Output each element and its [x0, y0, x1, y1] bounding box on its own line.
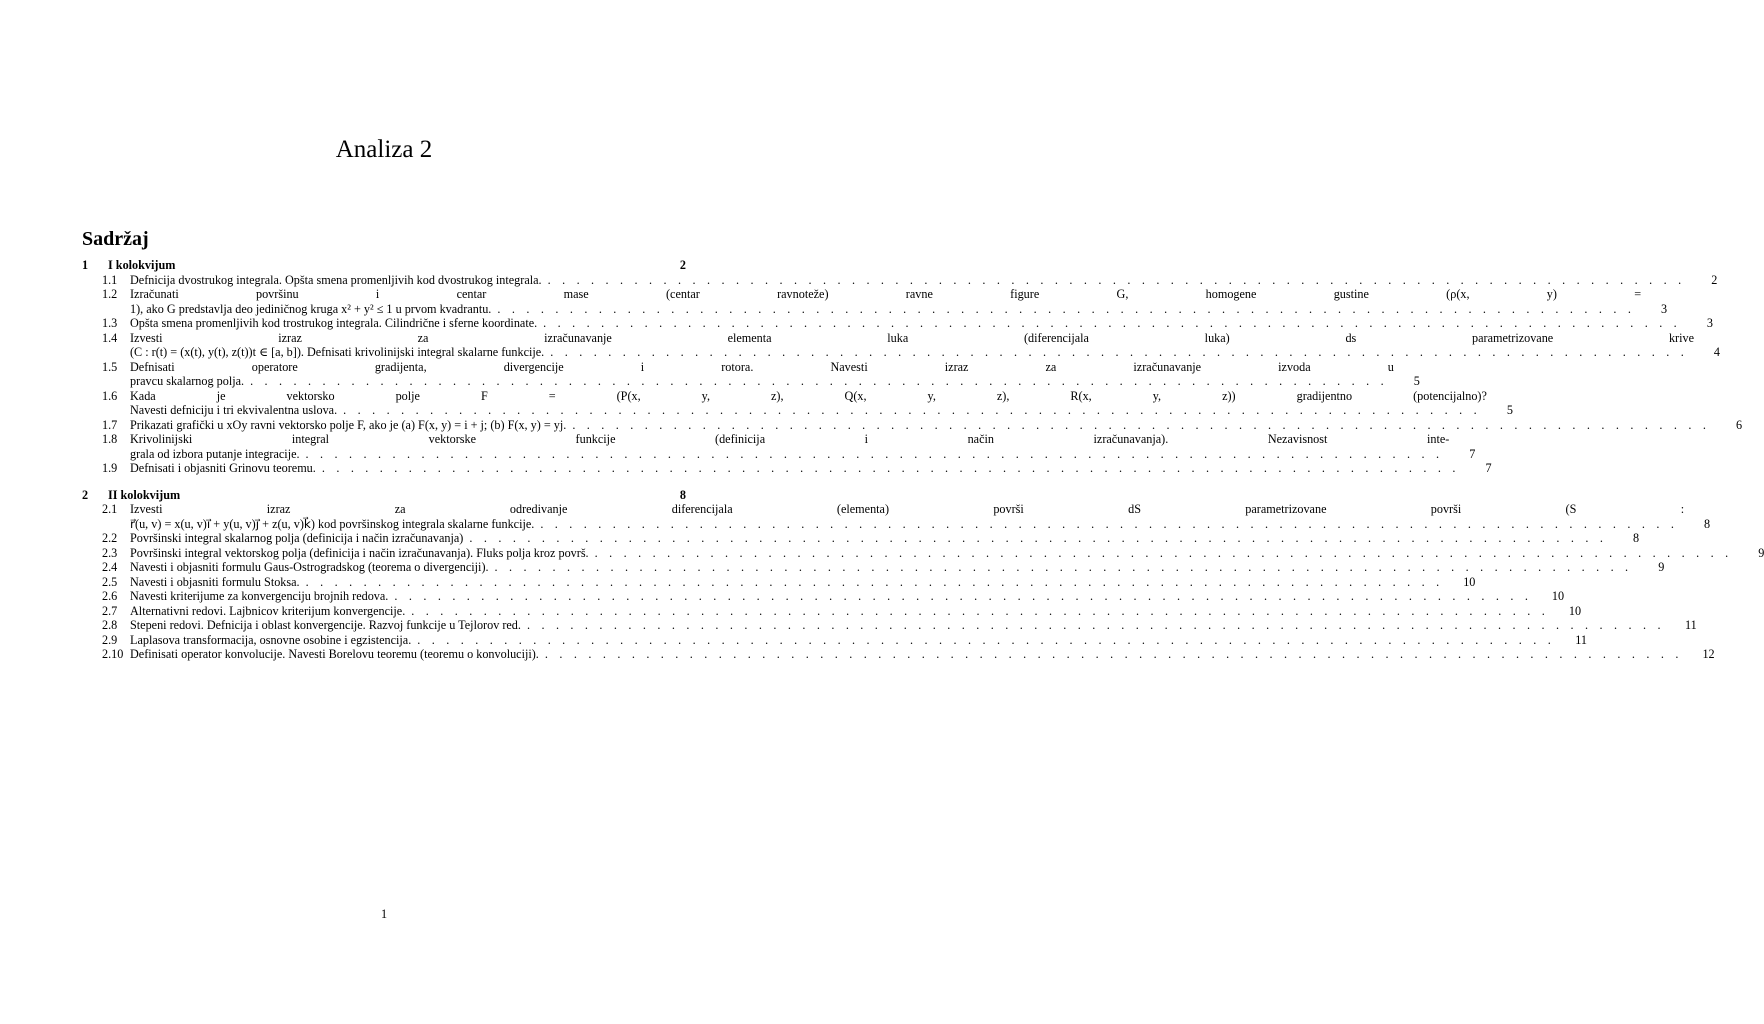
toc-entry-number: 2.8	[102, 618, 118, 632]
toc-entry-number: 1.3	[102, 316, 118, 330]
toc-entry-line: Defnisati operatore gradijenta, divergencije i rotora. Navesti izraz za izračunavanje izvoda u	[130, 359, 1394, 374]
toc-entry-line: Krivolinijski integral vektorske funkcije (definicija i način izračunavanja). Nezavisnost inte-	[130, 432, 1450, 446]
toc-entry-page: 4	[1713, 345, 1720, 359]
toc-entry-page: 3	[1706, 316, 1713, 330]
toc-entry[interactable]	[82, 287, 1668, 316]
toc-entry-text	[130, 633, 1561, 648]
toc-entry-number: 2.1	[102, 502, 118, 516]
toc-entry-number: 1.1	[102, 272, 118, 287]
toc-entry-line: Navesti i objasniti formulu Gaus-Ostrogradskog (teorema o divergenciji).	[130, 560, 489, 574]
toc-entry-text	[130, 575, 1449, 590]
toc-entry-page: 10	[1551, 589, 1565, 603]
toc-leader-dots: . . . . . . . . . . . . . . . . . . . . . . . . . . . . . . . . . . . . . . . . . . . . . . . . . . . . . . . . . . . . . . . . . . . . . . . . . . . . . . .	[547, 272, 1686, 287]
toc-entry-number: 1.7	[102, 417, 118, 432]
toc-entry-line: grala od izbora putanje integracije.	[130, 446, 300, 461]
document-title: Analiza 2	[335, 136, 433, 163]
toc-entry[interactable]	[82, 272, 1718, 288]
toc-entry-page: 2	[1711, 272, 1718, 287]
toc-entry-text	[130, 432, 1449, 461]
toc-leader-dots: . . . . . . . . . . . . . . . . . . . . . . . . . . . . . . . . . . . . . . . . . . . . . . . . . . . . . . . . . . . . . . . . . . . . . . . . . . . . . . .	[250, 374, 1388, 388]
toc-entry-number: 1.9	[102, 461, 118, 475]
toc-section[interactable]	[82, 488, 686, 503]
toc-entry-line: pravcu skalarnog polja.	[130, 374, 245, 388]
toc-entry-line: Površinski integral vektorskog polja (definicija i način izračunavanja). Fluks polja kroz površ.	[130, 545, 589, 560]
toc-entry-text	[130, 331, 1694, 360]
toc-entry-text	[130, 389, 1487, 418]
toc-entry-line: Izvesti izraz za odredivanje diferencijala (elementa) površi dS parametrizovane površi (S :	[130, 502, 1685, 516]
toc-leader-dots: . . . . . . . . . . . . . . . . . . . . . . . . . . . . . . . . . . . . . . . . . . . . . . . . . . . . . . . . . . . . . . . . . . . . . . . . . . . . . . .	[594, 545, 1733, 560]
toc-section-title: I kolokvijum	[108, 258, 176, 272]
toc-entry-line: Izračunati površinu i centar mase (centar ravnoteže) ravne figure G, homogene gustine (ρ(x, y) =	[130, 287, 1642, 301]
toc-leader-dots: . . . . . . . . . . . . . . . . . . . . . . . . . . . . . . . . . . . . . . . . . . . . . . . . . . . . . . . . . . . . . . . . . . . . . . . . . . . . . . .	[411, 603, 1550, 618]
toc-leader-dots: . . . . . . . . . . . . . . . . . . . . . . . . . . . . . . . . . . . . . . . . . . . . . . . . . . . . . . . . . . . . . . . . . . . . . . . . . . . . . . .	[544, 647, 1683, 661]
toc-section[interactable]	[82, 258, 686, 273]
toc-entry-text	[130, 418, 1716, 433]
toc-leader-dots: . . . . . . . . . . . . . . . . . . . . . . . . . . . . . . . . . . . . . . . . . . . . . . . . . . . . . . . . . . . . . . . . . . . . . . . . . . . . . . .	[305, 446, 1444, 461]
toc-entry[interactable]	[82, 574, 1476, 590]
toc-leader-dots: . . . . . . . . . . . . . . . . . . . . . . . . . . . . . . . . . . . . . . . . . . . . . . . . . . . . . . . . . . . . . . . . . . . . . . . . . . . . . . .	[469, 531, 1608, 545]
toc-entry-number: 2.3	[102, 545, 118, 560]
toc-leader-dots: . . . . . . . . . . . . . . . . . . . . . . . . . . . . . . . . . . . . . . . . . . . . . . . . . . . . . . . . . . . . . . . . . . . . . . . . . . . . . . .	[572, 417, 1711, 432]
toc-entry-line: Laplasova transformacija, osnovne osobine i egzistencija.	[130, 632, 412, 647]
toc-entry-line: 1), ako G predstavlja deo jediničnog kruga x² + y² ≤ 1 u prvom kvadrantu.	[130, 301, 492, 316]
toc-entry-line: Navesti defniciju i tri ekvivalentna uslova.	[130, 403, 338, 417]
toc-section-number: 1	[82, 258, 89, 272]
toc-entry[interactable]	[82, 603, 1582, 619]
toc-entry-number: 2.9	[102, 632, 118, 647]
table-of-contents	[82, 258, 1764, 662]
toc-entry[interactable]	[82, 647, 1715, 662]
toc-entry[interactable]	[82, 417, 1743, 433]
toc-entry-page: 8	[1633, 531, 1640, 545]
toc-entry-line: Definisati operator konvolucije. Navesti Borelovu teoremu (teoremu o konvoluciji).	[130, 647, 539, 661]
toc-entry-line: (C : r(t) = (x(t), y(t), z(t))t ∈ [a, b]). Defnisati krivolinijski integral skalarne funkcije.	[130, 345, 545, 359]
toc-leader-dots: . . . . . . . . . . . . . . . . . . . . . . . . . . . . . . . . . . . . . . . . . . . . . . . . . . . . . . . . . . . . . . . . . . . . . . . . . . . . . . .	[321, 461, 1460, 475]
toc-entry-text	[130, 273, 1691, 288]
toc-entry-page: 10	[1568, 603, 1582, 618]
toc-entry-line: Alternativni redovi. Lajbnicov kriterijum konvergencije.	[130, 603, 406, 618]
toc-entry[interactable]	[82, 545, 1764, 561]
toc-entry-number: 1.5	[102, 359, 118, 374]
toc-entry-page: 12	[1702, 647, 1715, 661]
toc-entry-number: 2.2	[102, 531, 118, 545]
toc-entry[interactable]	[82, 502, 1711, 531]
toc-entry-text	[130, 618, 1671, 633]
toc-entry-page: 5	[1506, 403, 1513, 417]
toc-entry-page: 7	[1485, 461, 1492, 475]
toc-entry-page: 3	[1661, 301, 1668, 316]
toc-entry-text	[130, 461, 1466, 476]
toc-entry-text	[130, 560, 1638, 575]
toc-entry-text	[130, 647, 1689, 662]
toc-entry-number: 1.4	[102, 330, 118, 345]
toc-entry-line: Opšta smena promenljivih kod trostrukog integrala. Cilindrične i sferne koordinate.	[130, 316, 538, 330]
toc-entry-page: 6	[1735, 417, 1743, 432]
toc-entry-line: Stepeni redovi. Defnicija i oblast konvergencije. Razvoj funkcije u Tejlorov red.	[130, 618, 521, 632]
toc-entry-line: Kada je vektorsko polje F = (P(x, y, z), Q(x, y, z), R(x, y, z)) gradijentno (potencijalno)?	[130, 388, 1487, 403]
toc-leader-dots: . . . . . . . . . . . . . . . . . . . . . . . . . . . . . . . . . . . . . . . . . . . . . . . . . . . . . . . . . . . . . . . . . . . . . . . . . . . . . . .	[497, 301, 1636, 316]
toc-entry-line: Defnicija dvostrukog integrala. Opšta smena promenljivih kod dvostrukog integrala.	[130, 272, 542, 287]
toc-entry[interactable]	[82, 359, 1420, 389]
toc-entry-line: Navesti kriterijume za konvergenciju brojnih redova.	[130, 589, 389, 603]
toc-entry-text	[130, 604, 1555, 619]
toc-entry-page: 8	[1703, 516, 1711, 531]
toc-entry-text	[130, 546, 1738, 561]
toc-entry-line: Navesti i objasniti formulu Stoksa.	[130, 574, 300, 589]
toc-entry[interactable]	[82, 388, 1513, 418]
toc-entry[interactable]	[82, 589, 1565, 604]
toc-entry[interactable]	[82, 531, 1640, 546]
toc-entry-number: 1.2	[102, 287, 118, 301]
toc-entry[interactable]	[82, 432, 1476, 461]
toc-section-title: II kolokvijum	[108, 487, 181, 502]
toc-leader-dots: . . . . . . . . . . . . . . . . . . . . . . . . . . . . . . . . . . . . . . . . . . . . . . . . . . . . . . . . . . . . . . . . . . . . . . . . . . . . . . .	[543, 316, 1681, 330]
toc-entry[interactable]	[82, 560, 1665, 575]
toc-entry-line: r⃗(u, v) = x(u, v)i⃗ + y(u, v)j⃗ + z(u, v)k⃗) kod površinskog integrala skalarne funkcije.	[130, 516, 535, 531]
toc-entry-text	[130, 531, 1613, 546]
page-number: 1	[380, 907, 388, 921]
toc-entry-number: 2.6	[102, 589, 118, 603]
toc-entry-number: 2.5	[102, 574, 118, 589]
toc-leader-dots: . . . . . . . . . . . . . . . . . . . . . . . . . . . . . . . . . . . . . . . . . . . . . . . . . . . . . . . . . . . . . . . . . . . . . . . . . . . . . . .	[550, 345, 1688, 359]
toc-entry-page: 11	[1575, 632, 1588, 647]
toc-entry-line: Prikazati grafički u xOy ravni vektorsko polje F, ako je (a) F(x, y) = i + j; (b) F(x, y) = yj.	[130, 417, 567, 432]
toc-entry[interactable]	[82, 618, 1697, 633]
toc-leader-dots: . . . . . . . . . . . . . . . . . . . . . . . . . . . . . . . . . . . . . . . . . . . . . . . . . . . . . . . . . . . . . . . . . . . . . . . . . . . . . . .	[305, 574, 1444, 589]
toc-entry-line: Površinski integral skalarnog polja (definicija i način izračunavanja)	[130, 531, 464, 545]
toc-entry-page: 7	[1469, 446, 1476, 461]
toc-leader-dots: . . . . . . . . . . . . . . . . . . . . . . . . . . . . . . . . . . . . . . . . . . . . . . . . . . . . . . . . . . . . . . . . . . . . . . . . . . . . . . .	[540, 516, 1679, 531]
toc-leader-dots: . . . . . . . . . . . . . . . . . . . . . . . . . . . . . . . . . . . . . . . . . . . . . . . . . . . . . . . . . . . . . . . . . . . . . . . . . . . . . . .	[343, 403, 1481, 417]
toc-entry[interactable]	[82, 632, 1588, 648]
toc-entry-page: 9	[1758, 545, 1764, 560]
toc-heading: Sadržaj	[82, 228, 149, 250]
toc-entry-page: 11	[1684, 618, 1697, 632]
toc-entry-line: Defnisati i objasniti Grinovu teoremu.	[130, 461, 316, 475]
toc-entry[interactable]	[82, 461, 1492, 476]
toc-leader-dots: . . . . . . . . . . . . . . . . . . . . . . . . . . . . . . . . . . . . . . . . . . . . . . . . . . . . . . . . . . . . . . . . . . . . . . . . . . . . . . .	[417, 632, 1556, 647]
toc-entry-text	[130, 360, 1394, 389]
toc-entry-number: 2.7	[102, 603, 118, 618]
toc-entry[interactable]	[82, 330, 1720, 360]
toc-entry-text	[130, 502, 1684, 531]
toc-entry[interactable]	[82, 316, 1713, 331]
toc-section-page: 8	[679, 487, 686, 502]
toc-section-page: 2	[679, 258, 686, 272]
toc-leader-dots: . . . . . . . . . . . . . . . . . . . . . . . . . . . . . . . . . . . . . . . . . . . . . . . . . . . . . . . . . . . . . . . . . . . . . . . . . . . . . . .	[526, 618, 1665, 632]
toc-entry-text	[130, 316, 1687, 331]
toc-entry-number: 1.6	[102, 388, 118, 403]
toc-entry-number: 2.10	[102, 647, 124, 661]
toc-entry-text	[130, 287, 1641, 316]
toc-entry-number: 1.8	[102, 432, 118, 446]
toc-section-number: 2	[82, 487, 89, 502]
toc-entry-page: 9	[1658, 560, 1665, 574]
toc-leader-dots: . . . . . . . . . . . . . . . . . . . . . . . . . . . . . . . . . . . . . . . . . . . . . . . . . . . . . . . . . . . . . . . . . . . . . . . . . . . . . . .	[394, 589, 1533, 603]
toc-entry-text	[130, 589, 1538, 604]
toc-entry-line: Izvesti izraz za izračunavanje elementa luka (diferencijala luka) ds parametrizovane krive	[130, 330, 1694, 345]
toc-entry-number: 2.4	[102, 560, 118, 574]
toc-leader-dots: . . . . . . . . . . . . . . . . . . . . . . . . . . . . . . . . . . . . . . . . . . . . . . . . . . . . . . . . . . . . . . . . . . . . . . . . . . . . . . .	[494, 560, 1633, 574]
toc-entry-page: 10	[1463, 574, 1476, 589]
toc-entry-page: 5	[1413, 374, 1420, 388]
